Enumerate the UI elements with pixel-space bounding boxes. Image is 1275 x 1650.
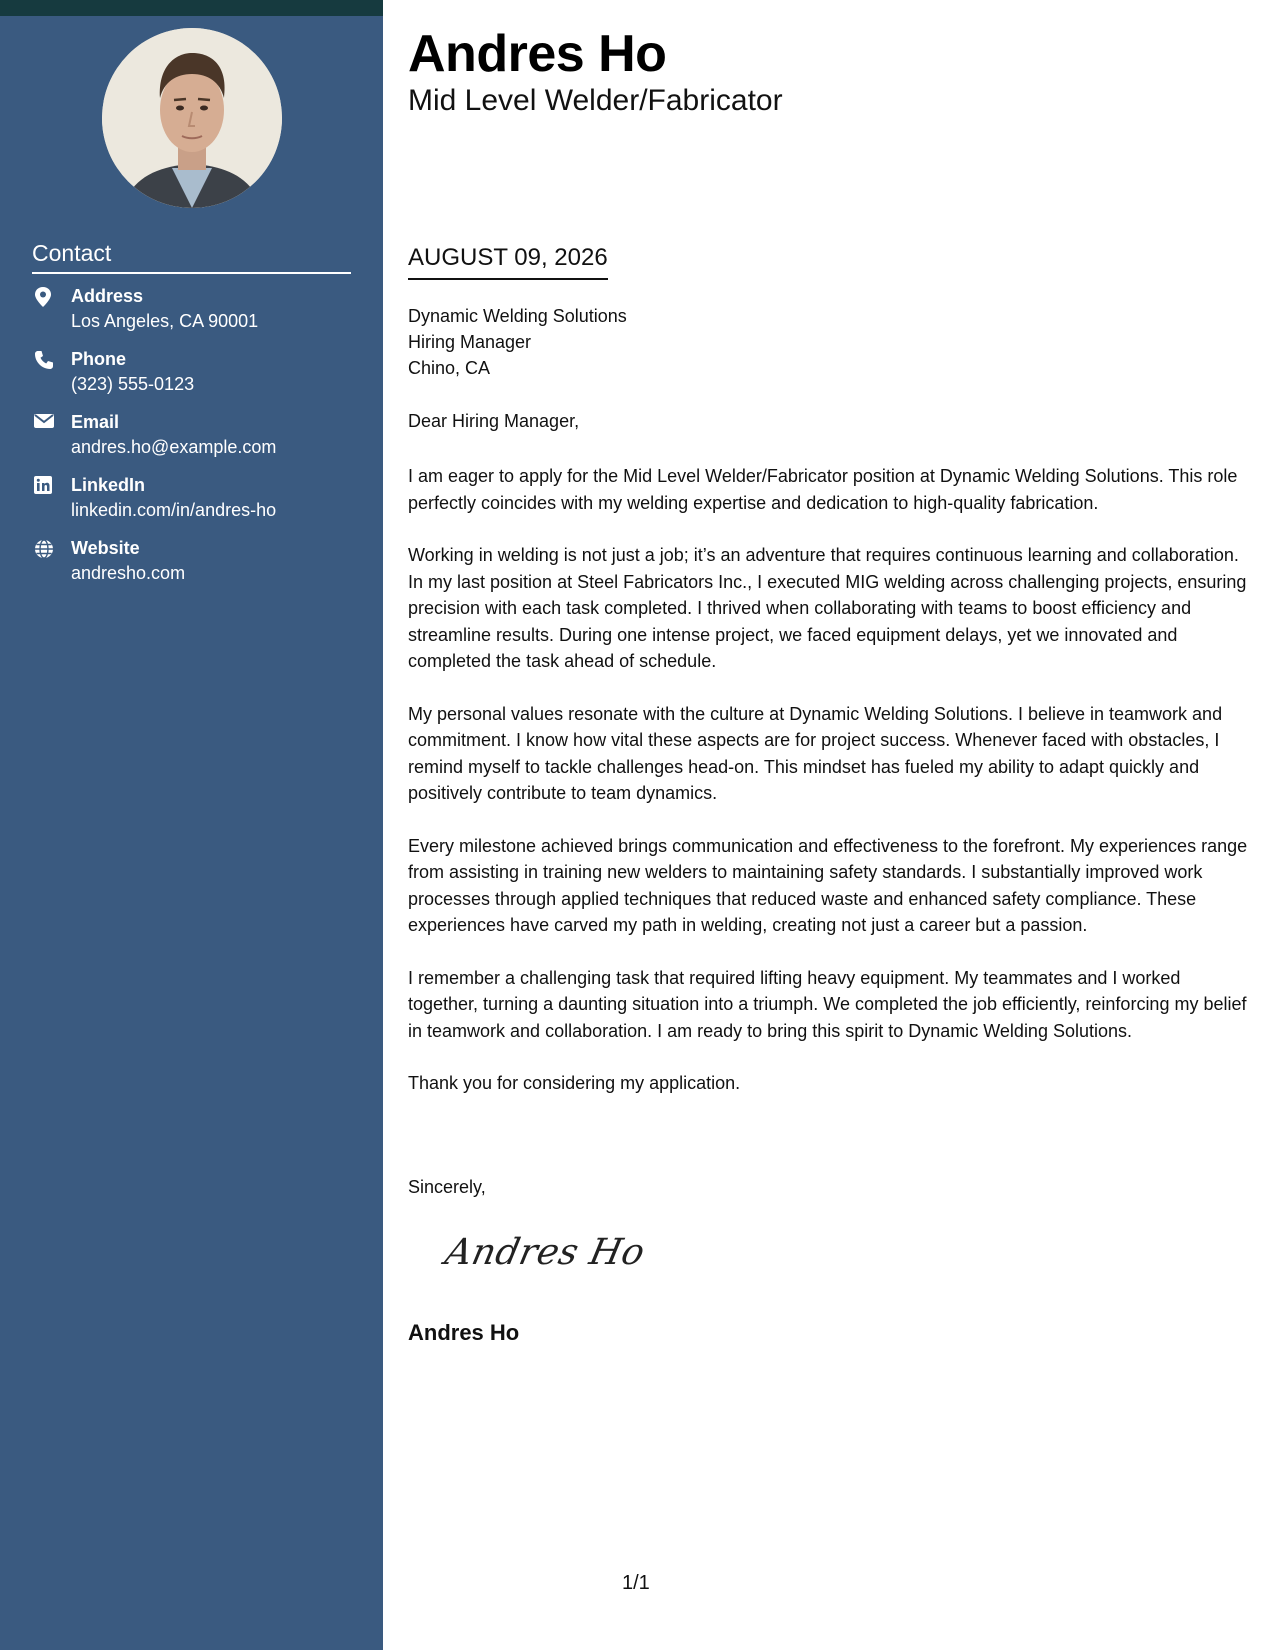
envelope-icon: [34, 413, 52, 431]
contact-item-email: [32, 411, 362, 474]
body-paragraph: Every milestone achieved brings communication and effectiveness to the forefront. My experiences range from assisting in training new welders to maintaining safety standards. I substantially improved work processes through applied techniques that reduced waste and enhanced safety compliance. These experiences have carved my path in welding, creating not just a career but a passion.: [408, 835, 1248, 935]
contact-value: linkedin.com/in/andres-ho: [71, 500, 277, 520]
contact-value: Los Angeles, CA 90001: [71, 311, 259, 331]
profile-photo: [102, 28, 282, 208]
contact-heading: Contact: [32, 240, 351, 274]
signature: Andres Ho: [441, 1232, 649, 1273]
globe-icon: [34, 539, 52, 557]
page-number: 1/1: [622, 1572, 650, 1594]
letter-body: [408, 463, 1253, 1123]
body-paragraph: I remember a challenging task that required lifting heavy equipment. My teammates and I worked together, turning a daunting situation into a triumph. We completed the job efficiently, reinforcing my belief in teamwork and collaboration. I am ready to bring this spirit to Dynamic Welding Solutions.: [408, 967, 1247, 1041]
contact-item-website: [32, 537, 362, 600]
body-paragraph: My personal values resonate with the culture at Dynamic Welding Solutions. I believe in teamwork and commitment. I know how vital these aspects are for project success. Whenever faced with obstacles, I remind myself to tackle challenges head-on. This mindset has fueled my ability to adapt quickly and positively contribute to team dynamics.: [408, 703, 1223, 803]
contact-label: Website: [71, 538, 140, 558]
sidebar: [0, 0, 383, 1650]
contact-value: andres.ho@example.com: [71, 437, 277, 457]
body-paragraph: I am eager to apply for the Mid Level Welder/Fabricator position at Dynamic Welding Solutions. This role perfectly coincides with my welding expertise and dedication to high-quality fabrication.: [408, 466, 1238, 513]
sidebar-top-bar: [0, 0, 383, 16]
phone-icon: [34, 350, 52, 368]
recipient-role: Hiring Manager: [408, 332, 532, 352]
map-pin-icon: [34, 287, 52, 305]
job-title: Mid Level Welder/Fabricator: [408, 84, 783, 117]
linkedin-icon: [34, 476, 52, 494]
signer-name: Andres Ho: [408, 1320, 520, 1345]
letter-date: AUGUST 09, 2026: [408, 244, 608, 280]
body-paragraph: Thank you for considering my application.: [408, 1073, 741, 1093]
applicant-name: Andres Ho: [408, 25, 667, 83]
closing: Sincerely,: [408, 1177, 486, 1197]
contact-list: [32, 285, 362, 600]
contact-label: Email: [71, 412, 120, 432]
recipient-company: Dynamic Welding Solutions: [408, 306, 627, 326]
contact-value: andresho.com: [71, 563, 186, 583]
salutation: Dear Hiring Manager,: [408, 411, 580, 431]
body-paragraph: Working in welding is not just a job; it’s an adventure that requires continuous learning and collaboration. In my last position at Steel Fabricators Inc., I executed MIG welding across challenging projects, ensuring precision with each task completed. I thrived when collaborating with teams to boost efficiency and streamline results. During one intense project, we faced equipment delays, yet we innovated and completed the task ahead of schedule.: [408, 545, 1247, 671]
contact-value: (323) 555-0123: [71, 374, 195, 394]
contact-item-phone: [32, 348, 362, 411]
contact-label: Phone: [71, 349, 127, 369]
contact-item-linkedin: [32, 474, 362, 537]
recipient-location: Chino, CA: [408, 358, 491, 378]
contact-label: Address: [71, 286, 144, 306]
contact-label: LinkedIn: [71, 475, 146, 495]
recipient-block: [408, 303, 627, 381]
contact-item-address: [32, 285, 362, 348]
